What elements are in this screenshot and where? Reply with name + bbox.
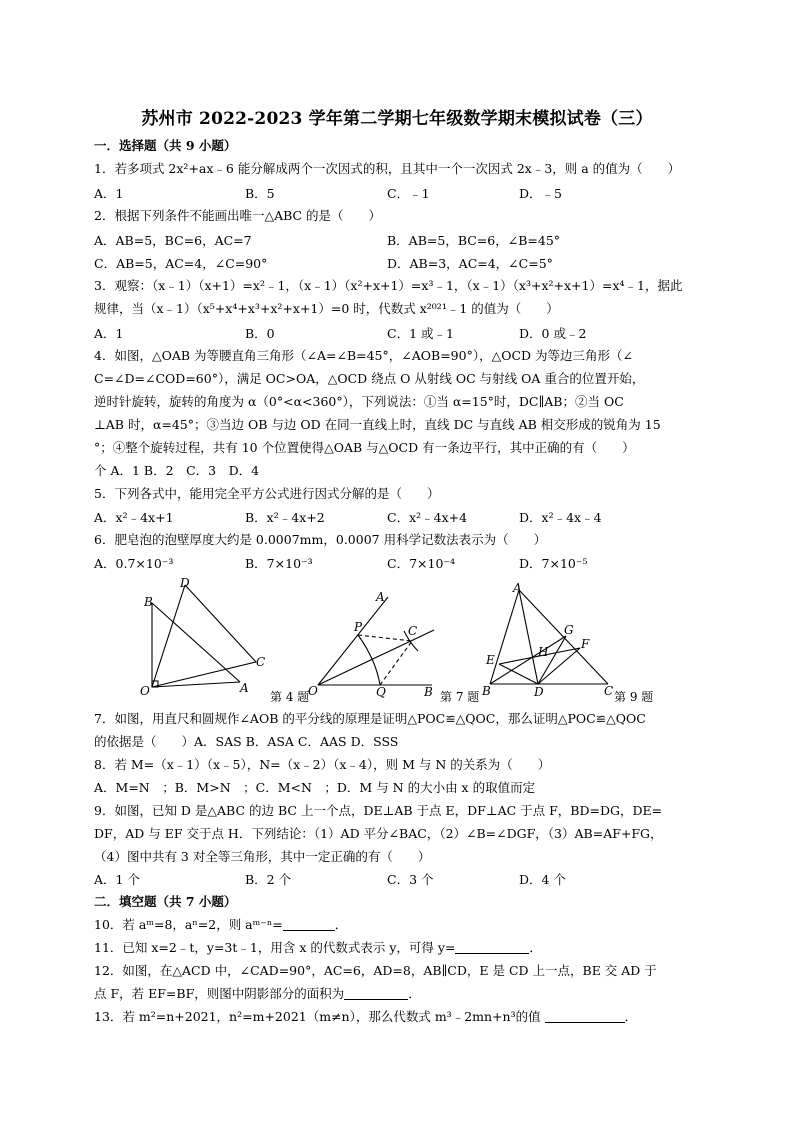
q12-text: 点 F，若 EF=BF，则图中阴影部分的面积为	[94, 986, 345, 1001]
q13-end: ．	[624, 1009, 638, 1024]
q1-option-b[interactable]: B．5	[245, 186, 275, 201]
question-9-line-3: （4）图中共有 3 对全等三角形，其中一定正确的有（ ）	[94, 849, 431, 864]
q3-option-d[interactable]: D．0 或﹣2	[519, 326, 587, 341]
q10-end: ．	[334, 917, 348, 932]
fig4-segment-oa	[152, 682, 240, 687]
fig9-segment-dg	[538, 636, 566, 684]
question-8-line-2: A．M=N ；B．M>N ；C．M<N ；D．M 与 N 的大小由 x 的取值而定	[94, 780, 536, 795]
q10-text: 10．若 aᵐ=8，aⁿ=2，则 aᵐ⁻ⁿ=	[94, 917, 283, 932]
question-12-line-1: 12．如图，在△ACD 中，∠CAD=90°，AC=6，AD=8，AB∥CD，E 是 CD 上一点，BE 交 AD 于	[94, 963, 657, 978]
page-title: 苏州市 2022-2023 学年第二学期七年级数学期末模拟试卷（三）	[141, 109, 653, 129]
fig7-arc	[358, 635, 380, 685]
question-2-stem: 2．根据下列条件不能画出唯一△ABC 的是（ ）	[94, 208, 382, 223]
fig4-label-a: A	[240, 681, 249, 695]
figure-4-diagram	[130, 575, 270, 700]
question-9-line-2: DF，AD 与 EF 交于点 H．下列结论：（1）AD 平分∠BAC，（2）∠B=∠DGF，（3）AB=AF+FG，	[94, 826, 663, 841]
fig9-label-a: A	[513, 581, 522, 595]
question-4-line-2: C=∠D=∠COD=60°），满足 OC>OA，△OCD 绕点 O 从射线 OC 与射线 OA 重合的位置开始，	[94, 371, 645, 386]
q11-answer-blank[interactable]	[455, 941, 529, 954]
fig4-label-o: O	[140, 684, 150, 698]
fig9-label-e: E	[486, 653, 495, 667]
figure-7-diagram	[308, 585, 443, 700]
q3-option-b[interactable]: B．0	[245, 326, 275, 341]
q9-option-a[interactable]: A．1 个	[94, 872, 140, 887]
fig9-segment-ad	[519, 590, 538, 684]
fig9-label-b: B	[482, 684, 491, 698]
question-4-line-5: °；④整个旋转过程，共有 10 个位置使得△OAB 与△OCD 有一条边平行，其中正确的有（ ）	[94, 440, 635, 455]
question-13	[94, 1008, 704, 1025]
question-4-line-3: 逆时针旋转，旋转的角度为 α（0°<α<360°），下列说法：①当 α=15°时，DC∥AB；②当 OC	[94, 394, 624, 409]
q1-option-a[interactable]: A．1	[94, 186, 124, 201]
q5-option-d[interactable]: D．x²﹣4x﹣4	[519, 510, 602, 525]
q9-option-b[interactable]: B．2 个	[245, 872, 292, 887]
q5-option-c[interactable]: C．x²﹣4x+4	[387, 510, 468, 525]
q1-option-d[interactable]: D．﹣5	[519, 186, 562, 201]
fig4-label-c: C	[256, 655, 266, 669]
q5-option-a[interactable]: A．x²﹣4x+1	[94, 510, 174, 525]
q3-option-c[interactable]: C．1 或﹣1	[387, 326, 454, 341]
q13-text: 13．若 m²=n+2021，n²=m+2021（m≠n），那么代数式 m³﹣2mn+n³的值	[94, 1009, 545, 1024]
question-1-stem: 1．若多项式 2x²+ax﹣6 能分解成两个一次因式的积，且其中一个一次因式 2x﹣3，则 a 的值为（ ）	[94, 161, 681, 176]
question-4-line-4: ⊥AB 时，α=45°；③当边 OB 与边 OD 在同一直线上时，直线 DC 与直线 AB 相交形成的锐角为 15	[94, 417, 661, 432]
fig7-label-b: B	[424, 685, 433, 699]
fig4-label-d: D	[180, 576, 190, 590]
fig9-label-h: H	[538, 645, 549, 659]
fig7-label-o: O	[308, 684, 318, 698]
q6-option-d[interactable]: D．7×10⁻⁵	[519, 556, 588, 571]
q9-option-d[interactable]: D．4 个	[519, 872, 566, 887]
question-12-line-2	[94, 985, 704, 1002]
question-7-line-1: 7．如图，用直尺和圆规作∠AOB 的平分线的原理是证明△POC≌△QOC，那么证明△POC≌△QOC	[94, 711, 646, 726]
fig7-ray-oa	[318, 597, 388, 685]
q6-option-a[interactable]: A．0.7×10⁻³	[94, 556, 174, 571]
question-4-line-1: 4．如图，△OAB 为等腰直角三角形（∠A=∠B=45°，∠AOB=90°），△OCD 为等边三角形（∠	[94, 348, 633, 363]
fig9-label-d: D	[534, 685, 544, 698]
fig7-label-a: A	[376, 590, 385, 604]
question-6-stem: 6．肥皂泡的泡壁厚度大约是 0.0007mm，0.0007 用科学记数法表示为（ ）	[94, 532, 547, 547]
fig7-label-p: P	[354, 620, 363, 634]
question-10	[94, 916, 704, 933]
fig4-label-b: B	[144, 595, 153, 609]
q12-answer-blank[interactable]	[344, 987, 408, 1000]
q9-option-c[interactable]: C．3 个	[387, 872, 434, 887]
fig9-label-c: C	[604, 684, 614, 698]
question-11	[94, 939, 704, 956]
question-9-line-1: 9．如图，已知 D 是△ABC 的边 BC 上一个点，DE⊥AB 于点 E，DF⊥AC 于点 F，BD=DG，DE=	[94, 803, 663, 818]
section-choice-heading: 一．选择题（共 9 小题）	[94, 138, 237, 153]
q6-option-c[interactable]: C．7×10⁻⁴	[387, 556, 456, 571]
q1-option-c[interactable]: C．﹣1	[387, 186, 430, 201]
fig7-ray-oc	[318, 630, 434, 685]
section-fill-heading: 二．填空题（共 7 小题）	[94, 894, 237, 909]
q5-option-b[interactable]: B．x²﹣4x+2	[245, 510, 325, 525]
question-5-stem: 5．下列各式中，能用完全平方公式进行因式分解的是（ ）	[94, 486, 440, 501]
q3-option-a[interactable]: A．1	[94, 326, 124, 341]
fig9-label-f: F	[581, 637, 590, 651]
q11-text: 11．已知 x=2﹣t，y=3t﹣1，用含 x 的代数式表示 y，可得 y=	[94, 940, 456, 955]
q13-answer-blank[interactable]	[545, 1010, 625, 1023]
figure-9-diagram	[480, 578, 615, 698]
figure-9-caption: 第 9 题	[614, 690, 654, 704]
fig4-segment-od	[152, 585, 185, 687]
fig7-label-c: C	[408, 624, 418, 638]
q10-answer-blank[interactable]	[283, 918, 335, 931]
q6-option-b[interactable]: B．7×10⁻³	[245, 556, 313, 571]
fig4-segment-ba	[152, 603, 240, 682]
question-7-line-2: 的依据是（ ）A．SAS B．ASA C．AAS D．SSS	[94, 734, 399, 749]
figure-7-caption: 第 7 题	[440, 690, 480, 704]
question-3-line-1: 3．观察：（x﹣1）（x+1）=x²﹣1，（x﹣1）（x²+x+1）=x³﹣1，（x﹣1）（x³+x²+x+1）=x⁴﹣1，据此	[94, 278, 683, 293]
question-8-line-1: 8．若 M=（x﹣1）（x﹣5），N=（x﹣2）（x﹣4），则 M 与 N 的关系为（ ）	[94, 757, 551, 772]
q2-option-a[interactable]: A．AB=5，BC=6，AC=7	[94, 233, 252, 248]
q2-option-c[interactable]: C．AB=5，AC=4，∠C=90°	[94, 256, 268, 271]
q11-end: ．	[529, 940, 542, 955]
q2-option-d[interactable]: D．AB=3，AC=4，∠C=5°	[387, 256, 553, 271]
q12-end: ．	[408, 986, 421, 1001]
figure-4-caption: 第 4 题	[270, 690, 310, 704]
question-4-line-6: 个 A．1 B．2 C．3 D．4	[94, 463, 260, 478]
fig9-label-g: G	[564, 623, 574, 637]
fig7-dashed-pc	[358, 635, 412, 641]
fig9-segment-bg	[490, 636, 566, 684]
fig9-side-ab	[490, 590, 519, 684]
fig7-label-q: Q	[376, 685, 386, 699]
fig4-segment-dc	[185, 585, 256, 662]
question-3-line-2: 规律，当（x﹣1）（x⁵+x⁴+x³+x²+x+1）=0 时，代数式 x²⁰²¹﹣1 的值为（ ）	[94, 301, 559, 316]
q2-option-b[interactable]: B．AB=5，BC=6，∠B=45°	[387, 233, 561, 248]
